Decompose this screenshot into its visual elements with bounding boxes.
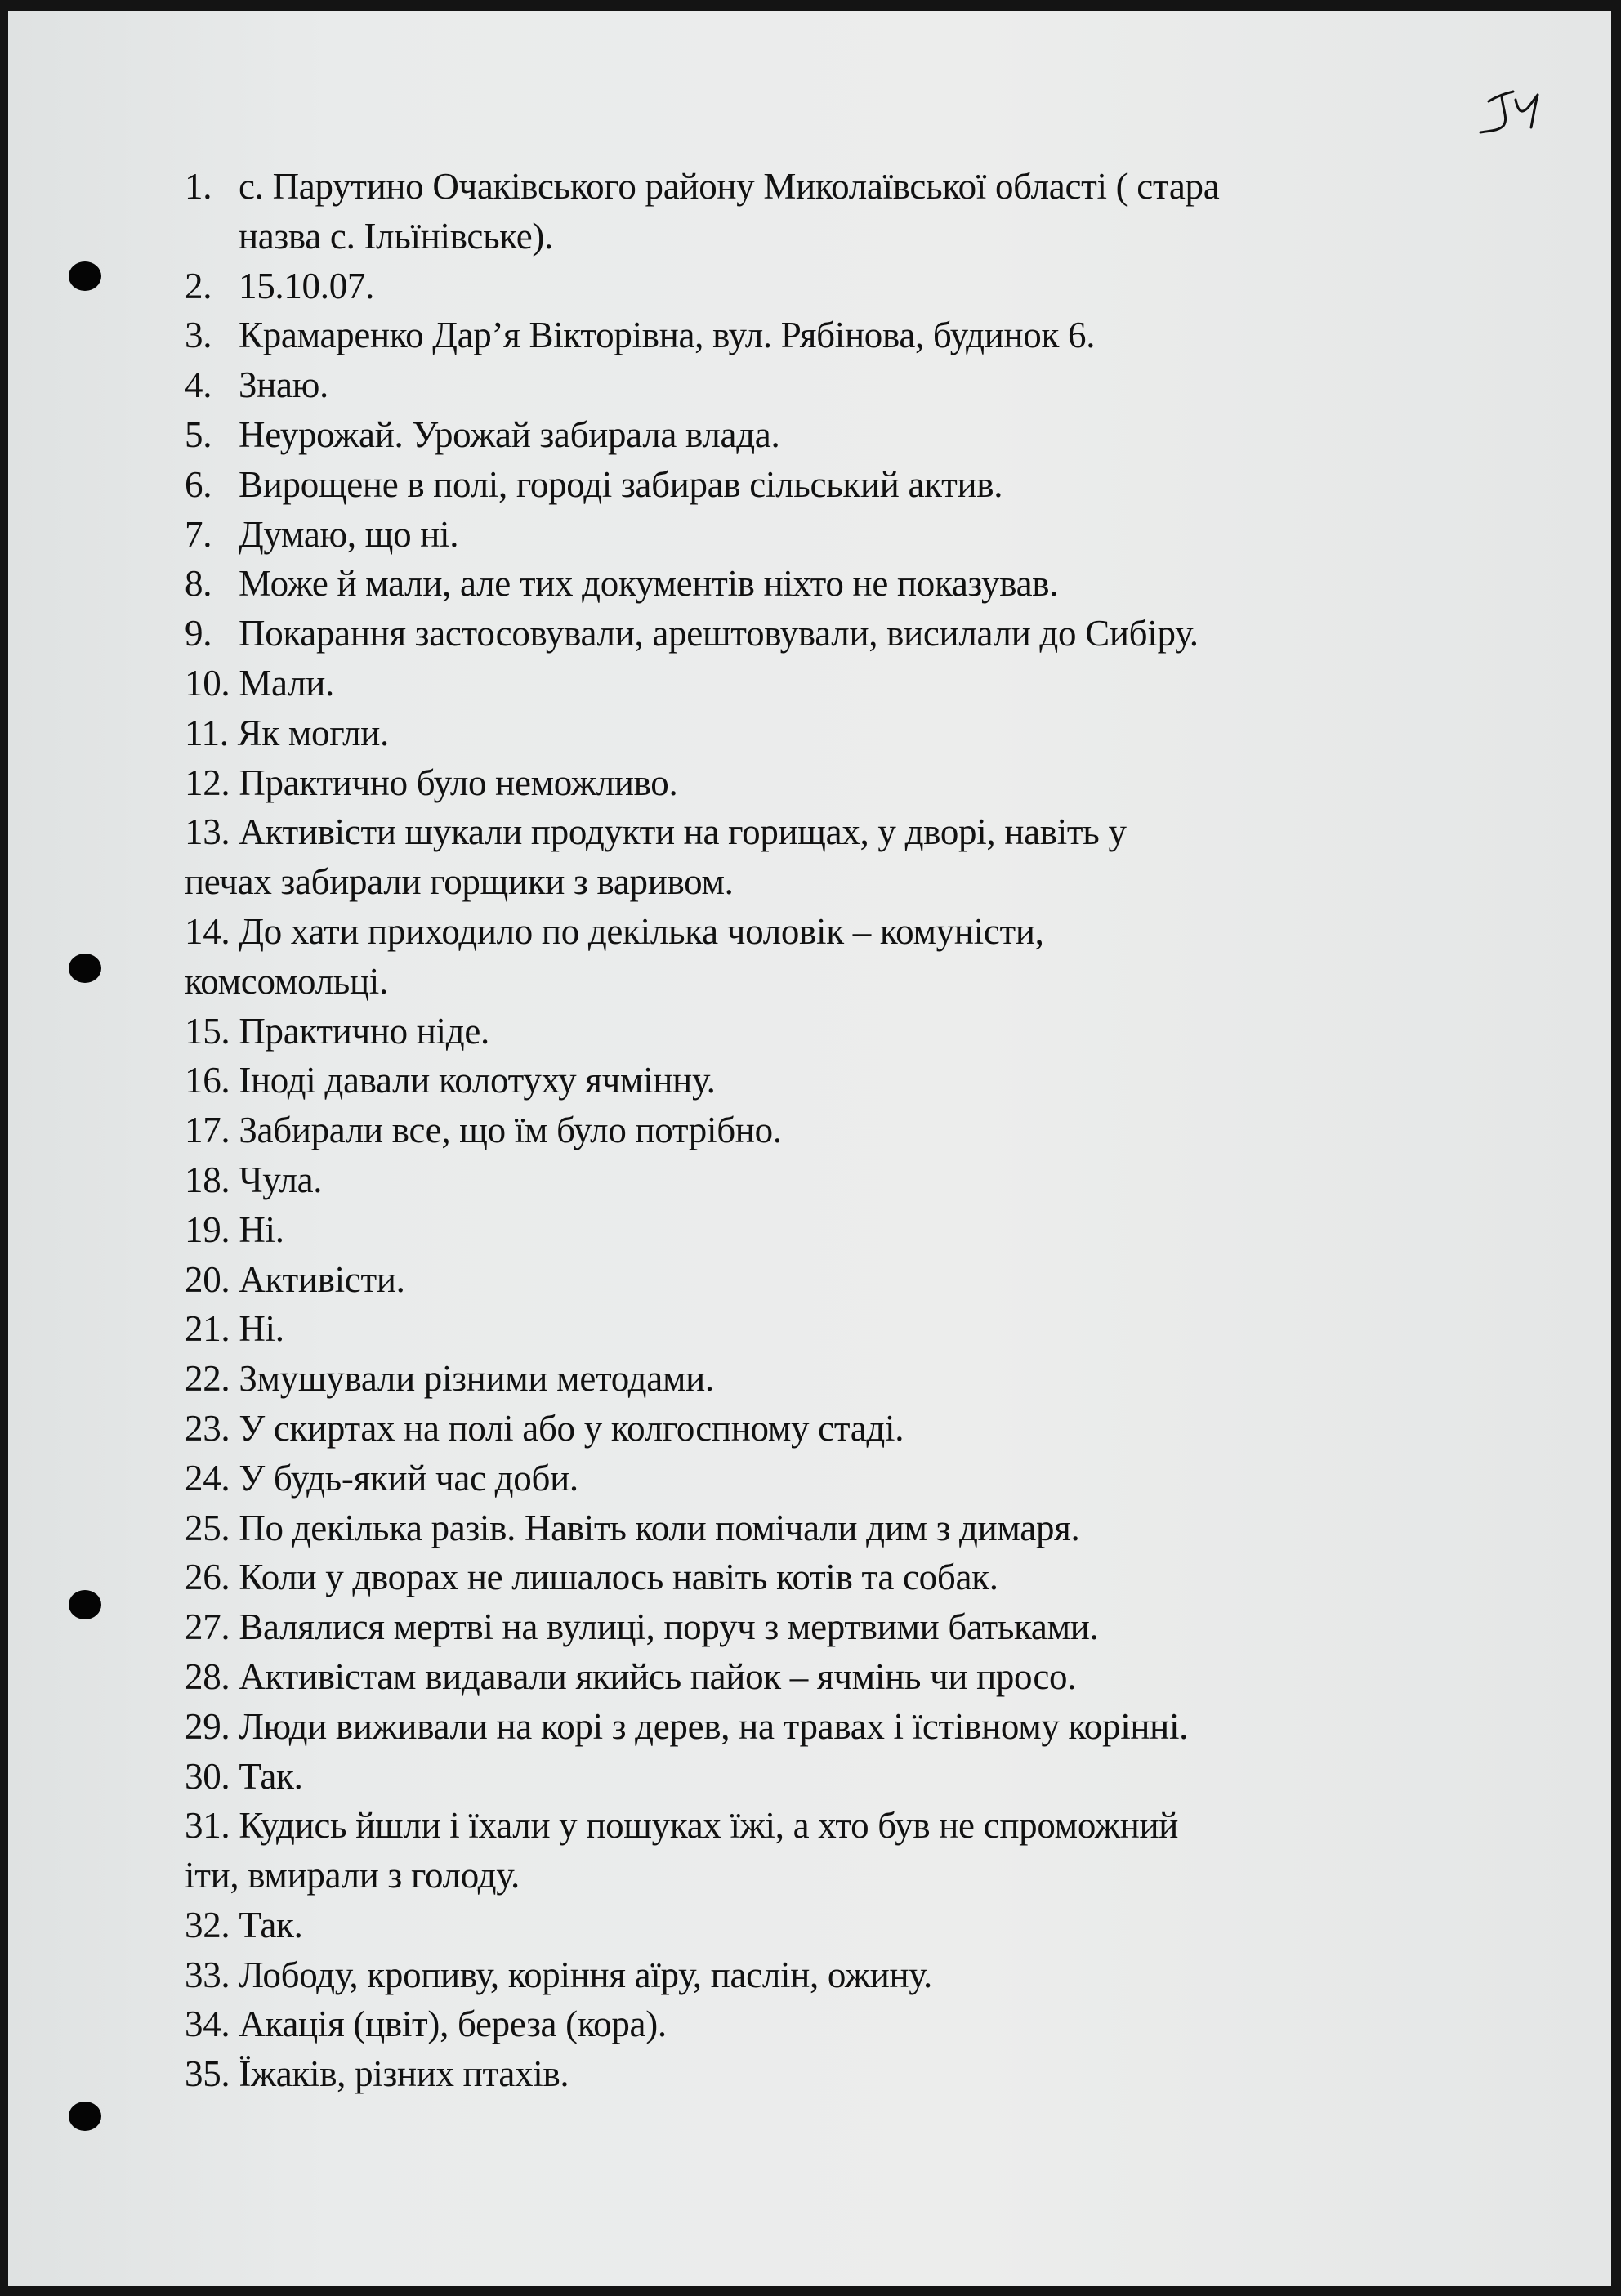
item-number: 22. [185,1358,230,1400]
list-item [185,1950,1459,2000]
item-number: 7. [185,513,212,555]
item-text: Так. [239,1755,303,1797]
item-text: Активісти. [239,1258,405,1300]
list-item [185,659,1459,708]
item-number: 19. [185,1208,230,1250]
item-number: 12. [185,762,230,803]
item-text: 15.10.07. [239,265,375,306]
list-item [185,310,1459,360]
item-number: 26. [185,1557,230,1598]
list-item [185,1652,1459,1702]
item-text: Лободу, кропиву, коріння аїру, паслін, ожину. [239,1954,932,1995]
item-number: 29. [185,1705,230,1747]
item-text: Забирали все, що їм було потрібно. [239,1110,782,1151]
punch-hole [69,1590,101,1619]
item-number: 24. [185,1457,230,1499]
list-item-continuation [185,1851,1459,1901]
item-text: У будь-який час доби. [239,1457,578,1499]
item-text: с. Парутино Очаківського району Миколаївської області ( стара [239,166,1220,207]
item-number: 9. [185,613,212,654]
item-text: Практично ніде. [239,1010,489,1052]
item-number: 14. [185,910,230,952]
item-text: Чула. [239,1159,323,1200]
item-text: Коли у дворах не лишалось навіть котів та собак. [239,1557,998,1598]
list-item [185,758,1459,808]
item-text: Валялися мертві на вулиці, поруч з мертвими батьками. [239,1606,1099,1648]
list-item-continuation [185,857,1459,907]
list-item [185,1602,1459,1652]
item-text: іти, вмирали з голоду. [185,1855,520,1896]
item-number: 13. [185,811,230,853]
item-text: Так. [239,1904,303,1945]
item-number: 32. [185,1904,230,1945]
item-number: 17. [185,1110,230,1151]
item-number: 21. [185,1308,230,1350]
item-text: комсомольці. [185,960,388,1002]
item-text: Іноді давали колотуху ячмінну. [239,1060,716,1101]
list-item [185,460,1459,510]
punch-hole [69,954,101,983]
item-text: Мали. [239,662,334,704]
item-number: 11. [185,712,229,753]
item-text: Акація (цвіт), береза (кора). [239,2003,667,2045]
item-text: Люди виживали на корі з дерев, на травах і їстівному корінні. [239,1705,1189,1747]
punch-hole [69,261,101,291]
list-item [185,609,1459,659]
list-item [185,907,1459,957]
item-number: 27. [185,1606,230,1648]
answer-list [185,162,1459,2099]
list-item-continuation [185,957,1459,1007]
item-text: Як могли. [237,712,390,753]
list-item [185,2049,1459,2099]
item-text: Практично було неможливо. [239,762,678,803]
list-item [185,1999,1459,2049]
item-text: Активістам видавали якийсь пайок – ячмінь чи просо. [239,1655,1077,1697]
item-number: 30. [185,1755,230,1797]
list-item [185,1404,1459,1454]
item-number: 34. [185,2003,230,2045]
item-number: 18. [185,1159,230,1200]
list-item [185,1552,1459,1602]
item-number: 5. [185,413,212,455]
list-item [185,1304,1459,1354]
item-number: 8. [185,563,212,605]
item-text: Вирощене в полі, городі забирав сільський актив. [239,463,1003,505]
item-text: По декілька разів. Навіть коли помічали дим з димаря. [239,1507,1080,1548]
item-text: назва с. Ільїнівське). [239,215,554,257]
item-number: 15. [185,1010,230,1052]
item-number: 25. [185,1507,230,1548]
item-text: Кудись йшли і їхали у пошуках їжі, а хто був не спроможний [239,1805,1179,1847]
item-number: 4. [185,364,212,406]
list-item [185,261,1459,311]
list-item-continuation [185,212,1459,261]
list-item [185,1801,1459,1851]
item-text: Змушували різними методами. [239,1358,714,1400]
item-text: Їжаків, різних птахів. [239,2053,569,2095]
list-item [185,1354,1459,1404]
item-text: печах забирали горщики з варивом. [185,861,734,903]
item-text: У скиртах на полі або у колгоспному стаді. [239,1407,904,1449]
item-number: 31. [185,1805,230,1847]
list-item [185,1106,1459,1155]
item-number: 6. [185,463,212,505]
list-item [185,1454,1459,1503]
item-number: 23. [185,1407,230,1449]
list-item [185,559,1459,609]
item-number: 33. [185,1954,230,1995]
list-item [185,1702,1459,1752]
item-text: Ні. [239,1308,284,1350]
item-text: Думаю, що ні. [239,513,459,555]
item-text: Активісти шукали продукти на горищах, у дворі, навіть у [239,811,1127,853]
item-number: 1. [185,166,212,207]
handwritten-page-number [1479,78,1552,136]
item-number: 28. [185,1655,230,1697]
list-item [185,360,1459,410]
item-number: 3. [185,315,212,356]
item-text: Покарання застосовували, арештовували, висилали до Сибіру. [239,613,1199,654]
list-item [185,1007,1459,1056]
list-item [185,162,1459,212]
item-text: Крамаренко Дар’я Вікторівна, вул. Рябінова, будинок 6. [239,315,1096,356]
list-item [185,1255,1459,1305]
item-text: Неурожай. Урожай забирала влада. [239,413,780,455]
list-item [185,1205,1459,1255]
list-item [185,1056,1459,1106]
item-number: 20. [185,1258,230,1300]
item-text: Ні. [239,1208,284,1250]
list-item [185,1752,1459,1802]
item-text: Може й мали, але тих документів ніхто не показував. [239,563,1059,605]
list-item [185,1503,1459,1553]
list-item [185,807,1459,857]
list-item [185,1155,1459,1205]
item-number: 16. [185,1060,230,1101]
item-number: 10. [185,662,230,704]
item-number: 2. [185,265,212,306]
item-text: Знаю. [239,364,328,406]
item-number: 35. [185,2053,230,2095]
list-item [185,510,1459,560]
item-text: До хати приходило по декілька чоловік – комуністи, [239,910,1044,952]
punch-hole [69,2102,101,2131]
list-item [185,1901,1459,1950]
list-item [185,708,1459,758]
list-item [185,410,1459,460]
